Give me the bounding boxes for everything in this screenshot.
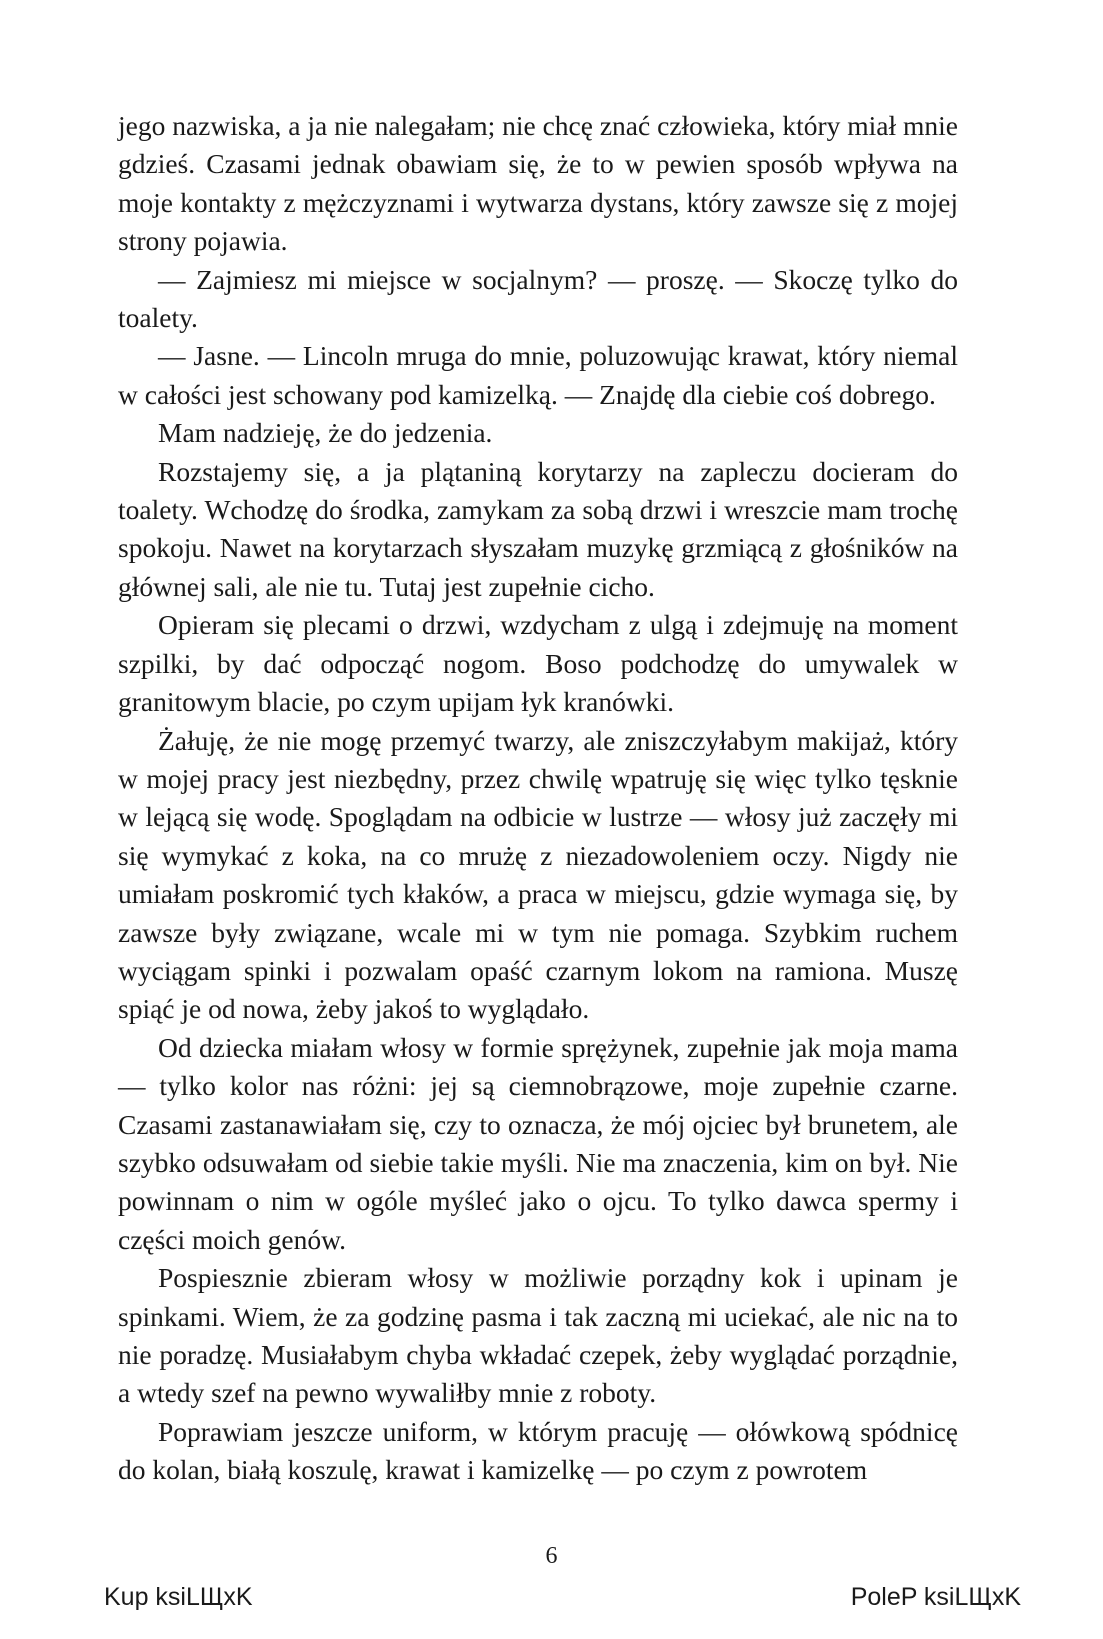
book-page-text xyxy=(118,107,958,1490)
paragraph: — Jasne. — Lincoln mruga do mnie, poluzowując krawat, który niemal w całości jest schowany pod kamizelką. — Znajdę dla ciebie coś dobrego. xyxy=(118,340,958,410)
buy-book-link[interactable]: Kup ksiLЩxK xyxy=(104,1583,253,1611)
paragraph: Opieram się plecami o drzwi, wzdycham z ulgą i zdejmuję na moment szpilki, by dać odpocząć nogom. Boso podchodzę do umywalek w granitowym blacie, po czym upijam łyk kranówki. xyxy=(118,609,958,718)
page-number: 6 xyxy=(545,1543,558,1569)
paragraph-continued: jego nazwiska, a ja nie nalegałam; nie chcę znać człowieka, który miał mnie gdzieś. Czasami jednak obawiam się, że to w pewien sposób wpływa na moje kontakty z mężczyznami i wytwarza dystans, który zawsze się z mojej strony pojawia. xyxy=(118,110,958,257)
paragraph: Od dziecka miałam włosy w formie sprężynek, zupełnie jak moja mama — tylko kolor nas różni: jej są ciemnobrązowe, moje zupełnie czarne. Czasami zastanawiałam się, czy to oznacza, że mój ojciec był brunetem, ale szybko odsuwałam od siebie takie myśli. Nie ma znaczenia, kim on był. Nie powinnam o nim w ogóle myśleć jako o ojcu. To tylko dawca spermy i części moich genów. xyxy=(118,1031,958,1255)
paragraph: — Zajmiesz mi miejsce w socjalnym? — proszę. — Skoczę tylko do toalety. xyxy=(118,263,958,334)
paragraph: Poprawiam jeszcze uniform, w którym pracuję — ołówkową spódnicę do kolan, białą koszulę, krawat i kamizelkę — po czym z powrotem xyxy=(118,1415,958,1486)
recommend-book-link[interactable]: PoleP ksiLЩxK xyxy=(850,1583,1021,1611)
paragraph: Mam nadzieję, że do jedzenia. xyxy=(158,417,493,449)
paragraph: Rozstajemy się, a ja plątaniną korytarzy na zapleczu docieram do toalety. Wchodzę do środka, zamykam za sobą drzwi i wreszcie mam trochę spokoju. Nawet na korytarzach słyszałam muzykę grzmiącą z głośników na głównej sali, ale nie tu. Tutaj jest zupełnie cicho. xyxy=(118,455,958,602)
paragraph: Żałuję, że nie mogę przemyć twarzy, ale zniszczyłabym makijaż, który w mojej pracy jest niezbędny, przez chwilę wpatruję się więc tylko tęsknie w lejącą się wodę. Spoglądam na odbicie w lustrze — włosy już zaczęły mi się wymykać z koka, na co mrużę z niezadowoleniem oczy. Nigdy nie umiałam poskromić tych kłaków, a praca w miejscu, gdzie wymaga się, by zawsze były związane, wcale mi w tym nie pomaga. Szybkim ruchem wyciągam spinki i pozwalam opaść czarnym lokom na ramiona. Muszę spiąć je od nowa, żeby jakoś to wyglądało. xyxy=(118,724,958,1025)
paragraph: Pospiesznie zbieram włosy w możliwie porządny kok i upinam je spinkami. Wiem, że za godzinę pasma i tak zaczną mi uciekać, ale nic na to nie poradzę. Musiałabym chyba wkładać czepek, żeby wyglądać porządnie, a wtedy szef na pewno wywaliłby mnie z roboty. xyxy=(118,1262,958,1409)
